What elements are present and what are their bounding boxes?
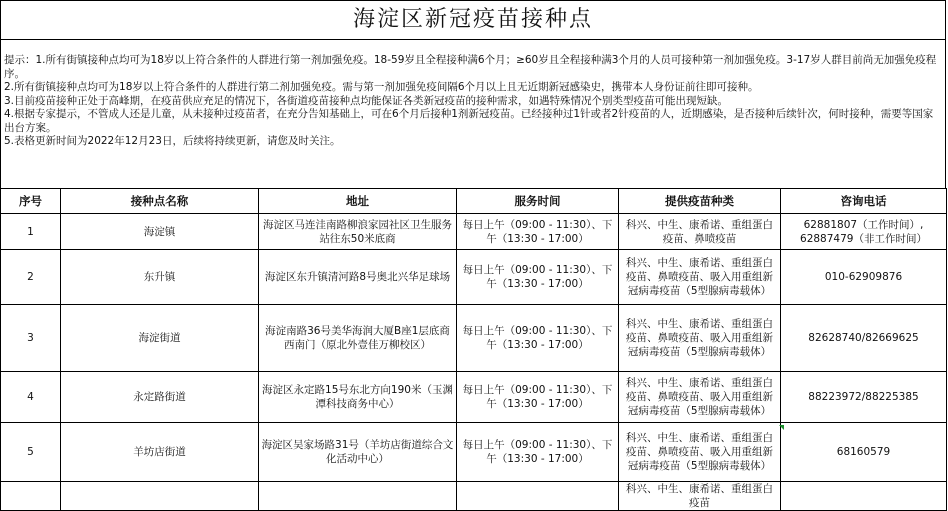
cell-service-time[interactable]: 每日上午（09:00 - 11:30）、下午（13:30 - 17:00） — [457, 372, 619, 423]
note-5: 5.表格更新时间为2022年12月23日，后续将持续更新，请您及时关注。 — [4, 135, 341, 147]
phone-line-1: 62881807（工作时间）, — [803, 218, 924, 231]
cell-vaccine-types[interactable]: 科兴、中生、康希诺、重组蛋白疫苗 — [619, 482, 781, 511]
cell-site-name[interactable]: 永定路街道 — [61, 372, 259, 423]
cell-no[interactable]: 2 — [1, 250, 61, 305]
cell-phone[interactable] — [781, 482, 947, 511]
table-row — [1, 305, 947, 372]
cell-service-time[interactable]: 每日上午（09:00 - 11:30）、下午（13:30 - 17:00） — [457, 423, 619, 482]
cell-phone[interactable]: 68160579 — [781, 423, 947, 482]
cell-comment-indicator — [779, 425, 784, 430]
cell-phone[interactable] — [781, 214, 947, 250]
cell-vaccine-types[interactable]: 科兴、中生、康希诺、重组蛋白疫苗、鼻喷疫苗、吸入用重组新冠病毒疫苗（5型腺病毒载体） — [619, 250, 781, 305]
cell-no[interactable]: 4 — [1, 372, 61, 423]
cell-site-name[interactable]: 海淀镇 — [61, 214, 259, 250]
note-1: 提示：1.所有街镇接种点均可为18岁以上符合条件的人群进行第一剂加强免疫。18-59岁且全程接种满6个月；≥60岁且全程接种满3个月的人员可接种第一剂加强免疫。3-17岁人群目前尚无加强免疫程序。 — [4, 54, 937, 80]
cell-no[interactable]: 1 — [1, 214, 61, 250]
header-service-time[interactable]: 服务时间 — [457, 189, 619, 214]
cell-address[interactable]: 海淀区东升镇清河路8号奥北兴华足球场 — [259, 250, 457, 305]
table-row — [1, 372, 947, 423]
cell-site-name[interactable] — [61, 482, 259, 511]
cell-service-time[interactable]: 每日上午（09:00 - 11:30）、下午（13:30 - 17:00） — [457, 305, 619, 372]
cell-site-name[interactable]: 海淀街道 — [61, 305, 259, 372]
header-phone[interactable]: 咨询电话 — [781, 189, 947, 214]
cell-service-time[interactable] — [457, 482, 619, 511]
table-row — [1, 423, 947, 482]
table-header-row — [1, 189, 947, 214]
cell-address[interactable]: 海淀南路36号美华海润大厦B座1层底商西南门（原北外壹佳万柳校区） — [259, 305, 457, 372]
cell-vaccine-types[interactable]: 科兴、中生、康希诺、重组蛋白疫苗、鼻喷疫苗、吸入用重组新冠病毒疫苗（5型腺病毒载体） — [619, 423, 781, 482]
table-row — [1, 482, 947, 511]
notes-block — [0, 40, 946, 188]
cell-no[interactable] — [1, 482, 61, 511]
cell-vaccine-types[interactable]: 科兴、中生、康希诺、重组蛋白疫苗、鼻喷疫苗、吸入用重组新冠病毒疫苗（5型腺病毒载体） — [619, 305, 781, 372]
cell-address[interactable]: 海淀区马连洼南路柳浪家园社区卫生服务站往东50米底商 — [259, 214, 457, 250]
page-title: 海淀区新冠疫苗接种点 — [0, 0, 946, 40]
cell-vaccine-types[interactable]: 科兴、中生、康希诺、重组蛋白疫苗、鼻喷疫苗 — [619, 214, 781, 250]
vaccination-sites-table — [0, 188, 947, 511]
cell-vaccine-types[interactable]: 科兴、中生、康希诺、重组蛋白疫苗、鼻喷疫苗、吸入用重组新冠病毒疫苗（5型腺病毒载体） — [619, 372, 781, 423]
cell-site-name[interactable]: 东升镇 — [61, 250, 259, 305]
header-no[interactable]: 序号 — [1, 189, 61, 214]
header-site-name[interactable]: 接种点名称 — [61, 189, 259, 214]
note-4: 4.根据专家提示，不管成人还是儿童，从未接种过疫苗者，在充分告知基础上，可在6个月后接种1剂新冠疫苗。已经接种过1针或者2针疫苗的人，近期感染，是否接种后续针次，何时接种，需要等国家出台方案。 — [4, 108, 934, 134]
cell-address[interactable]: 海淀区吴家场路31号（羊坊店街道综合文化活动中心） — [259, 423, 457, 482]
note-3: 3.目前疫苗接种正处于高峰期，在疫苗供应充足的情况下，各街道疫苗接种点均能保证各类新冠疫苗的接种需求，如遇特殊情况个别类型疫苗可能出现短缺。 — [4, 94, 729, 107]
cell-phone[interactable]: 82628740/82669625 — [781, 305, 947, 372]
cell-phone[interactable]: 010-62909876 — [781, 250, 947, 305]
cell-service-time[interactable]: 每日上午（09:00 - 11:30）、下午（13:30 - 17:00） — [457, 214, 619, 250]
header-vaccine-types[interactable]: 提供疫苗种类 — [619, 189, 781, 214]
phone-line-2: 62887479（非工作时间） — [800, 232, 927, 245]
cell-phone[interactable]: 88223972/88225385 — [781, 372, 947, 423]
header-address[interactable]: 地址 — [259, 189, 457, 214]
cell-site-name[interactable]: 羊坊店街道 — [61, 423, 259, 482]
cell-service-time[interactable]: 每日上午（09:00 - 11:30）、下午（13:30 - 17:00） — [457, 250, 619, 305]
cell-no[interactable]: 3 — [1, 305, 61, 372]
cell-no[interactable]: 5 — [1, 423, 61, 482]
table-row — [1, 250, 947, 305]
note-2: 2.所有街镇接种点均可为18岁以上符合条件的人群进行第二剂加强免疫。需与第一剂加强免疫间隔6个月以上且无近期新冠感染史，携带本人身份证前往即可接种。 — [4, 81, 759, 93]
cell-address[interactable] — [259, 482, 457, 511]
table-row — [1, 214, 947, 250]
cell-address[interactable]: 海淀区永定路15号东北方向190米（玉渊潭科技商务中心） — [259, 372, 457, 423]
